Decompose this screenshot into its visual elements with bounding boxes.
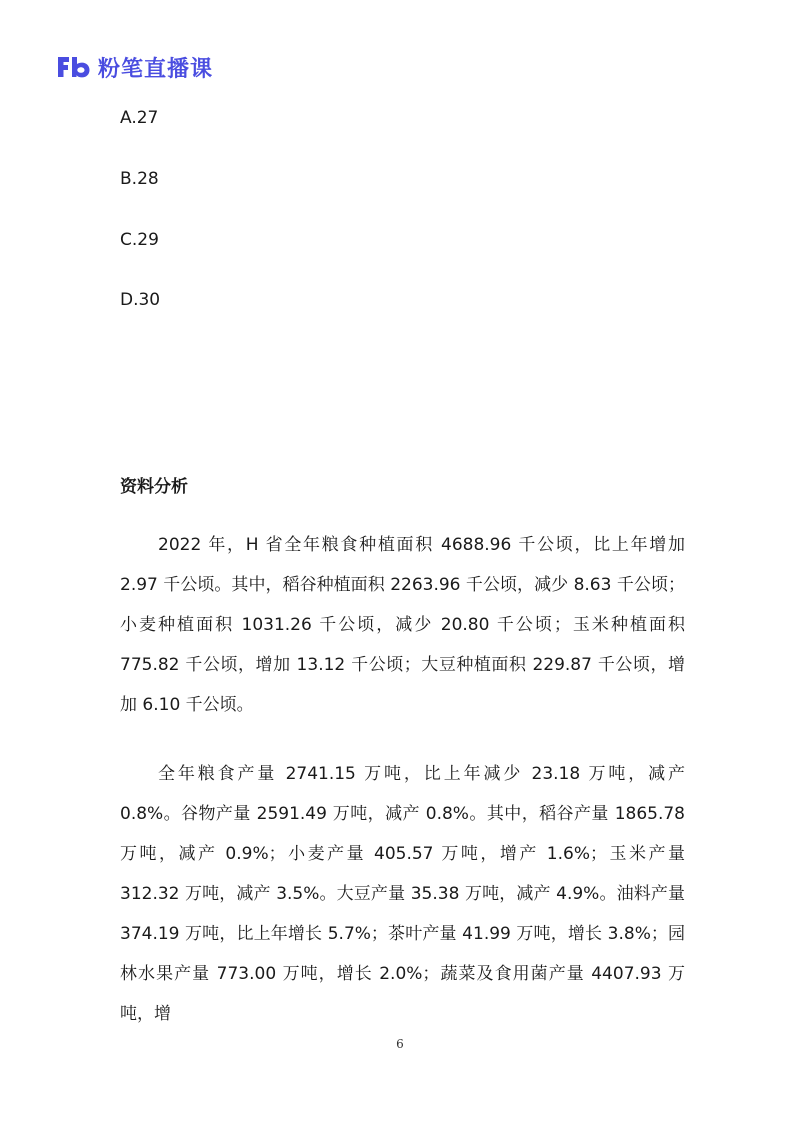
paragraph-planting-area: 2022 年，H 省全年粮食种植面积 4688.96 千公顷，比上年增加 2.97 千公顷。其中，稻谷种植面积 2263.96 千公顷，减少 8.63 千公顷；小麦种植面积 1031.26 千公顷，减少 20.80 千公顷；玉米种植面积 775.82 千公顷，增加 13.12 千公顷；大豆种植面积 229.87 千公顷，增加 6.10 千公顷。 bbox=[120, 535, 685, 715]
option-a[interactable]: A.27 bbox=[120, 108, 159, 128]
option-b[interactable]: B.28 bbox=[120, 169, 159, 189]
page-number: 6 bbox=[396, 1037, 404, 1051]
brand-logo bbox=[56, 52, 213, 82]
option-d[interactable]: D.30 bbox=[120, 290, 161, 310]
fenbi-logo-icon bbox=[56, 54, 92, 80]
paragraph-grain-output: 全年粮食产量 2741.15 万吨，比上年减少 23.18 万吨，减产 0.8%。谷物产量 2591.49 万吨，减产 0.8%。其中，稻谷产量 1865.78 万吨，减产 0.9%；小麦产量 405.57 万吨，增产 1.6%；玉米产量 312.32 万吨，减产 3.5%。大豆产量 35.38 万吨，减产 4.9%。油料产量 374.19 万吨，比上年增长 5.7%；茶叶产量 41.99 万吨，增长 3.8%；园林水果产量 773.00 万吨，增长 2.0%；蔬菜及食用菌产量 4407.93 万吨，增 bbox=[120, 764, 686, 1024]
option-c[interactable]: C.29 bbox=[120, 230, 159, 250]
section-title: 资料分析 bbox=[120, 477, 188, 497]
brand-name: 粉笔直播课 bbox=[98, 56, 214, 82]
